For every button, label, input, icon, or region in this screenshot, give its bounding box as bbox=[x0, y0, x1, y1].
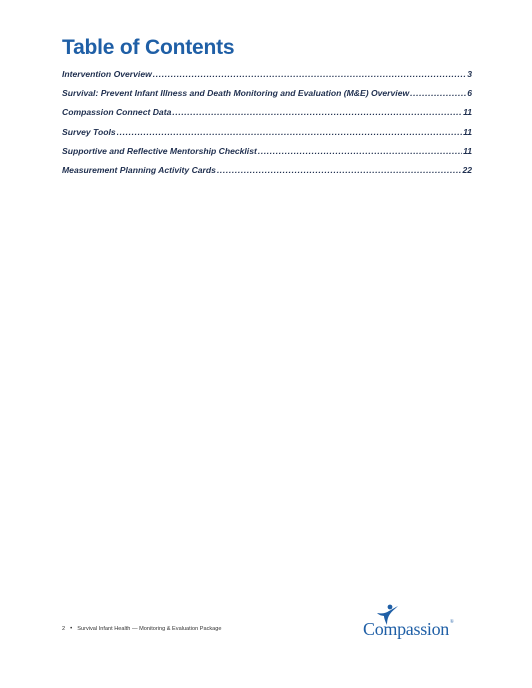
toc-entry-survey-tools[interactable] bbox=[62, 127, 472, 146]
toc-entry-survival-me-overview[interactable] bbox=[62, 88, 472, 107]
toc-dot-leader bbox=[410, 88, 466, 98]
page-title: Table of Contents bbox=[62, 36, 235, 59]
toc-dot-leader bbox=[172, 107, 462, 117]
toc-entry-text[interactable]: Intervention Overview bbox=[62, 69, 152, 79]
toc-entry-text[interactable]: Supportive and Reflective Mentorship Checklist bbox=[62, 145, 257, 156]
toc-page-number[interactable]: 22 bbox=[462, 164, 472, 175]
toc-entry-text[interactable]: Survival: Prevent Infant Illness and Death Monitoring and Evaluation (M&E) Overview bbox=[62, 88, 410, 99]
toc-entry-text[interactable]: Measurement Planning Activity Cards bbox=[62, 164, 216, 175]
toc-dot-leader bbox=[117, 127, 462, 137]
footer-bullet: • bbox=[70, 626, 73, 632]
toc-entry-measurement-planning-cards[interactable] bbox=[62, 165, 472, 184]
footer-page-number: 2 bbox=[62, 626, 66, 632]
toc-dot-leader bbox=[217, 165, 462, 175]
logo-wordmark-text: Compassion bbox=[363, 619, 450, 639]
toc-dot-leader bbox=[153, 69, 466, 79]
toc-entry-mentorship-checklist[interactable] bbox=[62, 146, 472, 165]
logo-wordmark bbox=[363, 620, 454, 638]
toc-entry-intervention-overview[interactable] bbox=[62, 69, 472, 88]
page-footer bbox=[62, 626, 222, 632]
footer-document-title: Survival Infant Health — Monitoring & Evaluation Package bbox=[77, 626, 222, 632]
registered-mark: ® bbox=[450, 620, 454, 625]
toc-dot-leader bbox=[258, 146, 462, 156]
toc-entry-text[interactable]: Survey Tools bbox=[62, 126, 116, 137]
toc-page-number[interactable]: 6 bbox=[467, 88, 472, 99]
toc-entry-text[interactable]: Compassion Connect Data bbox=[62, 107, 172, 118]
toc-entry-compassion-connect-data[interactable] bbox=[62, 107, 472, 126]
compassion-logo bbox=[363, 604, 475, 642]
toc-page-number[interactable]: 11 bbox=[463, 126, 472, 137]
toc-page-number[interactable]: 3 bbox=[467, 69, 472, 79]
toc-page-number[interactable]: 11 bbox=[463, 107, 472, 118]
toc-list bbox=[62, 69, 472, 184]
toc-page-number[interactable]: 11 bbox=[463, 145, 472, 156]
